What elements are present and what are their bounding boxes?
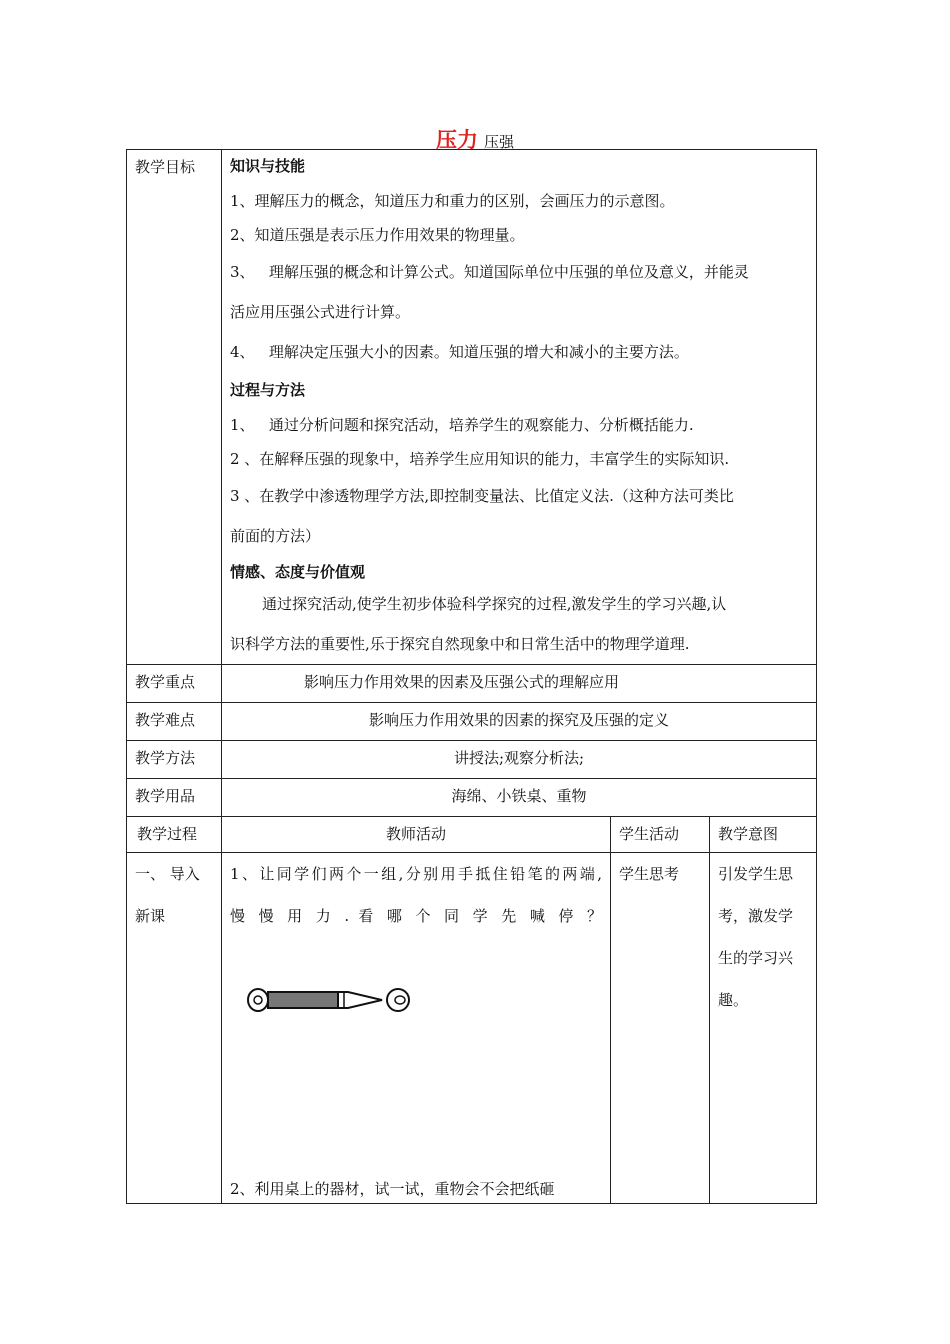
emotion-item: 识科学方法的重要性,乐于探究自然现象中和日常生活中的物理学道理. bbox=[230, 635, 690, 653]
difficulty-value: 影响压力作用效果的因素的探究及压强的定义 bbox=[222, 703, 817, 741]
process-stage-header: 教学过程 bbox=[127, 817, 222, 853]
lesson-plan-table bbox=[126, 149, 817, 1204]
teaching-intent-header: 教学意图 bbox=[710, 817, 817, 853]
intro-intent-line: 考，激发学 bbox=[718, 907, 794, 925]
key-point-value: 影响压力作用效果的因素及压强公式的理解应用 bbox=[222, 665, 817, 703]
process-item: 2 、在解释压强的现象中，培养学生应用知识的能力，丰富学生的实际知识. bbox=[230, 450, 730, 468]
intro-student-text: 学生思考 bbox=[619, 865, 680, 883]
materials-value: 海绵、小铁桌、重物 bbox=[222, 779, 817, 817]
process-heading: 过程与方法 bbox=[230, 381, 306, 399]
key-point-label: 教学重点 bbox=[127, 665, 222, 703]
row-method bbox=[127, 741, 817, 779]
knowledge-item: 1、理解压力的概念，知道压力和重力的区别，会画压力的示意图。 bbox=[230, 192, 675, 210]
title-main: 压力 bbox=[435, 128, 478, 152]
pencil-press-illustration bbox=[244, 983, 414, 1017]
intro-intent-line: 趣。 bbox=[718, 991, 749, 1009]
emotion-item: 通过探究活动,使学生初步体验科学探究的过程,激发学生的学习兴趣,认 bbox=[262, 595, 727, 613]
intro-teacher-line: 1、让同学们两个一组,分别用手抵住铅笔的两端, bbox=[230, 865, 602, 883]
row-goals bbox=[127, 150, 817, 665]
process-item: 1、 通过分析问题和探究活动，培养学生的观察能力、分析概括能力. bbox=[230, 416, 694, 434]
intro-stage-line: 一、 导入 bbox=[135, 865, 200, 883]
goals-label: 教学目标 bbox=[127, 150, 222, 665]
knowledge-item: 3、 理解压强的概念和计算公式。知道国际单位中压强的单位及意义，并能灵 bbox=[230, 263, 749, 281]
materials-label: 教学用品 bbox=[127, 779, 222, 817]
intro-stage-line: 新课 bbox=[135, 907, 166, 925]
knowledge-heading: 知识与技能 bbox=[230, 157, 306, 175]
knowledge-item: 活应用压强公式进行计算。 bbox=[230, 303, 411, 321]
page-title bbox=[0, 124, 950, 152]
intro-teacher-line: 慢 慢 用 力 . 看 哪 个 同 学 先 喊 停 ？ bbox=[230, 907, 602, 925]
emotion-heading: 情感、态度与价值观 bbox=[230, 563, 366, 581]
teacher-activity-header: 教师活动 bbox=[222, 817, 611, 853]
difficulty-label: 教学难点 bbox=[127, 703, 222, 741]
intro-intent-line: 引发学生思 bbox=[718, 865, 794, 883]
process-item: 3 、在教学中渗透物理学方法,即控制变量法、比值定义法.（这种方法可类比 bbox=[230, 487, 734, 505]
intro-stage bbox=[127, 853, 222, 1204]
intro-intent bbox=[710, 853, 817, 1204]
row-key-point bbox=[127, 665, 817, 703]
row-process-header bbox=[127, 817, 817, 853]
row-materials bbox=[127, 779, 817, 817]
goals-content bbox=[222, 150, 817, 665]
method-value: 讲授法;观察分析法; bbox=[222, 741, 817, 779]
method-label: 教学方法 bbox=[127, 741, 222, 779]
intro-student bbox=[611, 853, 710, 1204]
student-activity-header: 学生活动 bbox=[611, 817, 710, 853]
knowledge-item: 4、 理解决定压强大小的因素。知道压强的增大和减小的主要方法。 bbox=[230, 343, 689, 361]
process-item: 前面的方法） bbox=[230, 527, 321, 545]
row-difficulty bbox=[127, 703, 817, 741]
intro-intent-line: 生的学习兴 bbox=[718, 949, 794, 967]
row-intro bbox=[127, 853, 817, 1204]
intro-teacher-line: 2、利用桌上的器材，试一试，重物会不会把纸砸 bbox=[230, 1180, 555, 1198]
title-sub: 压强 bbox=[483, 133, 514, 151]
intro-teacher bbox=[222, 853, 611, 1204]
knowledge-item: 2、知道压强是表示压力作用效果的物理量。 bbox=[230, 226, 525, 244]
